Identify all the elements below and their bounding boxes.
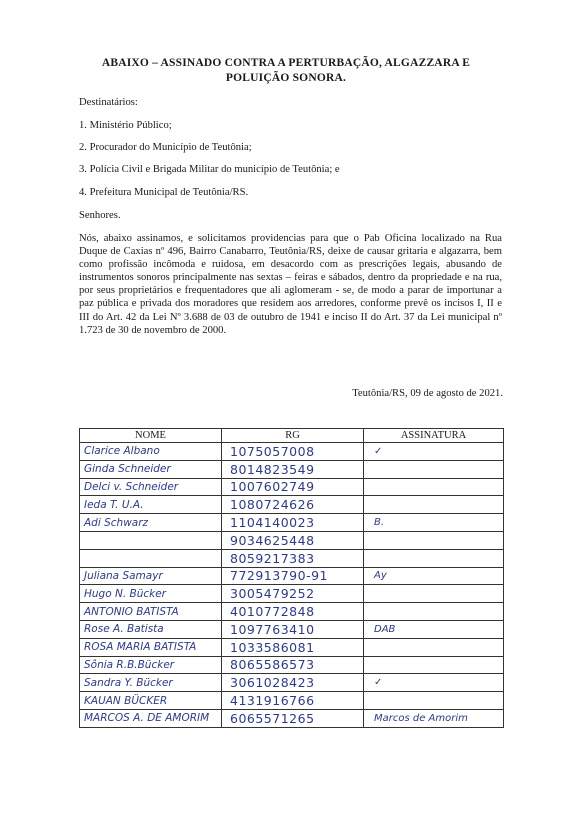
table-row [80, 496, 504, 514]
name-cell-text: Ginda Schneider [84, 463, 171, 476]
rg-cell-text: 3005479252 [230, 586, 315, 602]
rg-cell [222, 585, 364, 603]
rg-cell [222, 496, 364, 514]
name-cell-text: Juliana Samayr [84, 569, 163, 582]
name-cell-text: Ieda T. U.A. [84, 498, 144, 511]
document-title [60, 56, 512, 86]
name-cell [80, 674, 222, 692]
title-line-1: ABAIXO – ASSINADO CONTRA A PERTURBAÇÃO, ALGAZZARA E [101, 57, 471, 69]
rg-cell-text: 4131916766 [230, 693, 315, 709]
header-signature: ASSINATURA [364, 429, 504, 443]
table-row [80, 443, 504, 461]
name-cell [80, 443, 222, 461]
name-cell [80, 496, 222, 514]
rg-cell-text: 8059217383 [230, 550, 315, 566]
rg-cell [222, 514, 364, 532]
recipient-3: 3. Polícia Civil e Brigada Militar do município de Teutônia; e [79, 164, 340, 175]
signature-cell-text: Marcos de Amorim [374, 712, 468, 724]
signature-cell [364, 478, 504, 496]
signature-cell [364, 674, 504, 692]
table-row [80, 656, 504, 674]
name-cell-text: ANTONIO BATISTA [84, 605, 179, 618]
table-header-row [80, 429, 504, 443]
name-cell [80, 656, 222, 674]
signature-cell [364, 496, 504, 514]
rg-cell-text: 772913790-91 [230, 568, 328, 584]
name-cell [80, 709, 222, 727]
rg-cell [222, 692, 364, 710]
rg-cell-text: 1104140023 [230, 515, 315, 531]
name-cell [80, 478, 222, 496]
name-cell [80, 692, 222, 710]
rg-cell [222, 638, 364, 656]
rg-cell [222, 620, 364, 638]
name-cell [80, 514, 222, 532]
table-row [80, 460, 504, 478]
signature-cell [364, 514, 504, 532]
name-cell [80, 585, 222, 603]
table-row [80, 692, 504, 710]
rg-cell [222, 460, 364, 478]
name-cell [80, 567, 222, 585]
table-row [80, 478, 504, 496]
table-row [80, 549, 504, 567]
title-line-2: POLUIÇÃO SONORA. [225, 72, 347, 84]
signature-cell-text: DAB [374, 623, 396, 635]
name-cell-text: Rose A. Batista [84, 623, 164, 636]
name-cell-text: Clarice Albano [84, 445, 160, 458]
rg-cell [222, 531, 364, 549]
rg-cell [222, 674, 364, 692]
signature-cell [364, 531, 504, 549]
rg-cell [222, 603, 364, 621]
signature-table [79, 428, 504, 728]
name-cell-text: MARCOS A. DE AMORIM [84, 712, 210, 725]
table-row [80, 620, 504, 638]
name-cell-text: KAUAN BÜCKER [84, 694, 168, 707]
rg-cell-text: 8065586573 [230, 657, 315, 673]
table-row [80, 514, 504, 532]
table-row [80, 603, 504, 621]
rg-cell [222, 549, 364, 567]
rg-cell [222, 656, 364, 674]
table-row [80, 709, 504, 727]
rg-cell [222, 709, 364, 727]
table-row [80, 674, 504, 692]
signature-cell [364, 603, 504, 621]
table-row [80, 585, 504, 603]
recipient-1: 1. Ministério Público; [79, 120, 172, 131]
rg-cell-text: 8014823549 [230, 461, 315, 477]
rg-cell-text: 1007602749 [230, 479, 315, 495]
name-cell-text: Delci v. Schneider [84, 480, 179, 493]
signature-cell [364, 549, 504, 567]
signature-rows [80, 443, 504, 728]
header-rg: RG [222, 429, 364, 443]
signature-cell-text: Ay [374, 570, 387, 582]
signature-cell-text: ✓ [374, 677, 383, 689]
table-row [80, 638, 504, 656]
date-line: Teutônia/RS, 09 de agosto de 2021. [352, 388, 503, 399]
rg-cell [222, 478, 364, 496]
signature-cell [364, 656, 504, 674]
name-cell [80, 549, 222, 567]
signature-cell [364, 567, 504, 585]
signature-cell [364, 692, 504, 710]
salutation: Senhores. [79, 210, 121, 221]
rg-cell [222, 443, 364, 461]
name-cell-text: Adi Schwarz [84, 516, 149, 529]
rg-cell-text: 1075057008 [230, 443, 315, 459]
name-cell-text: Hugo N. Bücker [84, 587, 166, 600]
signature-cell [364, 443, 504, 461]
recipient-4: 4. Prefeitura Municipal de Teutônia/RS. [79, 187, 249, 198]
signature-cell [364, 620, 504, 638]
name-cell [80, 620, 222, 638]
rg-cell-text: 3061028423 [230, 675, 315, 691]
name-cell [80, 603, 222, 621]
table-row [80, 531, 504, 549]
rg-cell-text: 9034625448 [230, 532, 315, 548]
rg-cell-text: 1080724626 [230, 497, 315, 513]
recipients-label: Destinatários: [79, 97, 138, 108]
signature-cell-text: ✓ [374, 445, 383, 457]
rg-cell [222, 567, 364, 585]
signature-cell [364, 585, 504, 603]
name-cell [80, 638, 222, 656]
rg-cell-text: 1033586081 [230, 639, 315, 655]
rg-cell-text: 4010772848 [230, 604, 315, 620]
signature-cell [364, 460, 504, 478]
name-cell-text: Sandra Y. Bücker [84, 676, 173, 689]
signature-cell [364, 638, 504, 656]
rg-cell-text: 6065571265 [230, 710, 315, 726]
table-row [80, 567, 504, 585]
recipient-2: 2. Procurador do Município de Teutônia; [79, 142, 252, 153]
signature-cell-text: B. [374, 517, 385, 529]
name-cell [80, 460, 222, 478]
name-cell-text: ROSA MARIA BATISTA [84, 641, 197, 654]
rg-cell-text: 1097763410 [230, 621, 315, 637]
name-cell-text: Sônia R.B.Bücker [84, 658, 175, 671]
header-name: NOME [80, 429, 222, 443]
signature-cell [364, 709, 504, 727]
name-cell [80, 531, 222, 549]
petition-body: Nós, abaixo assinamos, e solicitamos providencias para que o Pab Oficina localizado na Rua Duque de Caxias nº 496, Bairro Canabarro, Teutônia/RS, deixe de causar gritaria e algazarra, bem como profissão incômoda e ruidosa, em desacordo com as prescrições legais, abusando de instrumentos sonoros principalmente nas sextas – feiras e sábados, dentro da propriedade e na rua, por seus proprietários e frequentadores que ali aglomeram - se, de modo a parar de importunar a paz pública e privada dos moradores que residem aos arredores, conforme prevê os incisos I, II e III do Art. 42 da Lei Nº 3.688 de 03 de outubro de 1941 e inciso II do Art. 37 da Lei municipal nº 1.723 de 30 de novembro de 2000. [79, 233, 502, 336]
